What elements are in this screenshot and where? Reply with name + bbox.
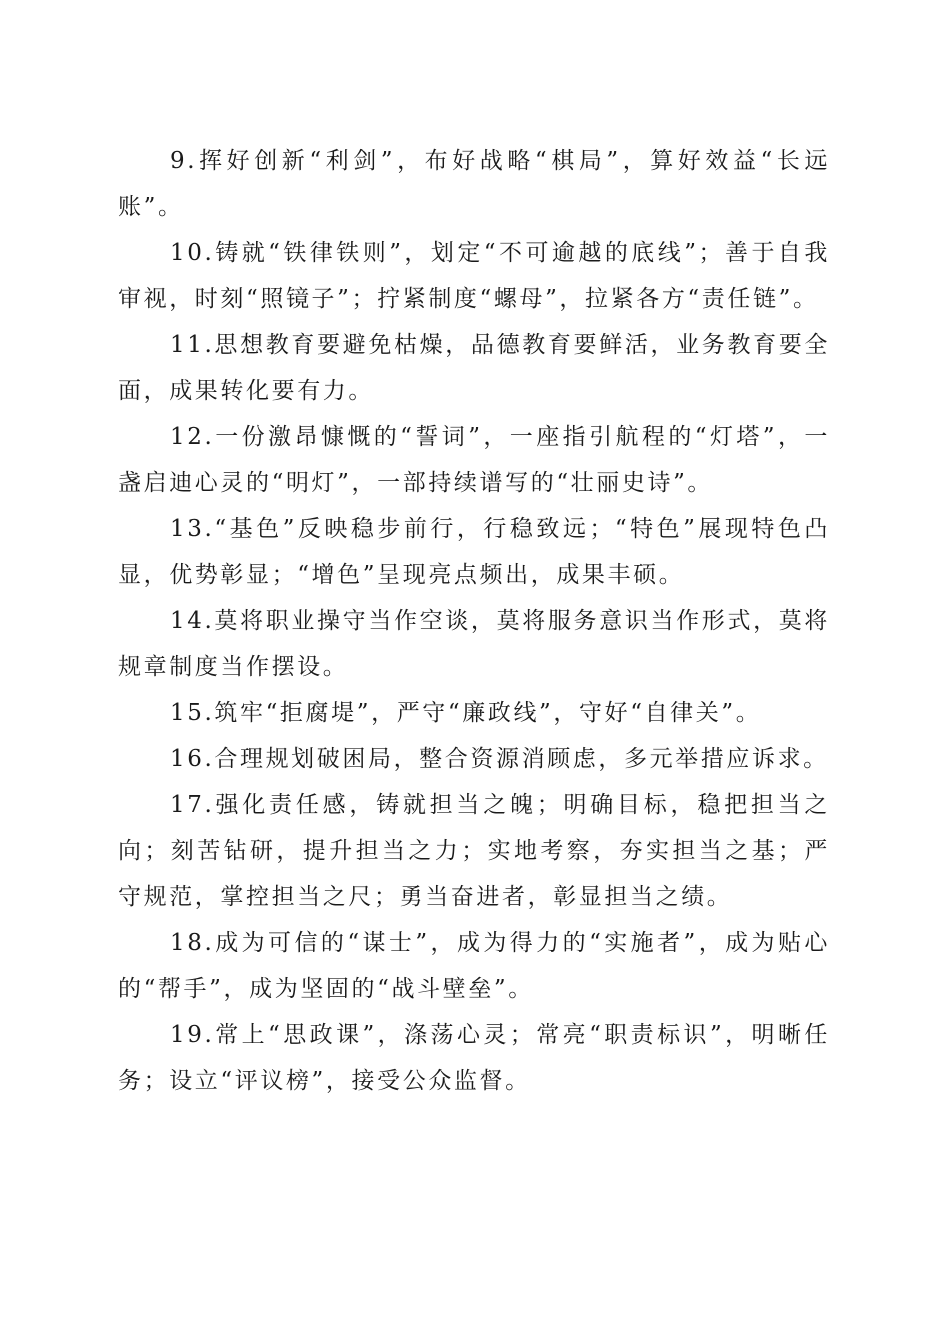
paragraph-item-10: 10.铸就“铁律铁则”，划定“不可逾越的底线”；善于自我审视，时刻“照镜子”；拧紧制度“螺母”，拉紧各方“责任链”。 — [118, 240, 830, 312]
paragraph-item-11: 11.思想教育要避免枯燥，品德教育要鲜活，业务教育要全面，成果转化要有力。 — [118, 332, 830, 404]
paragraph-item-15: 15.筑牢“拒腐堤”，严守“廉政线”，守好“自律关”。 — [170, 700, 762, 726]
paragraph-item-13: 13.“基色”反映稳步前行，行稳致远；“特色”展现特色凸显，优势彰显；“增色”呈现亮点频出，成果丰硕。 — [118, 516, 830, 588]
paragraph-item-17: 17.强化责任感，铸就担当之魄；明确目标，稳把担当之向；刻苦钻研，提升担当之力；实地考察，夯实担当之基；严守规范，掌控担当之尺；勇当奋进者，彰显担当之绩。 — [118, 792, 830, 910]
paragraph-item-19: 19.常上“思政课”，涤荡心灵；常亮“职责标识”，明晰任务；设立“评议榜”，接受公众监督。 — [118, 1022, 830, 1094]
paragraph-item-9: 9.挥好创新“利剑”，布好战略“棋局”，算好效益“长远账”。 — [118, 148, 830, 220]
document-body — [118, 138, 830, 1104]
paragraph-item-16: 16.合理规划破困局，整合资源消顾虑，多元举措应诉求。 — [170, 746, 829, 772]
paragraph-item-14: 14.莫将职业操守当作空谈，莫将服务意识当作形式，莫将规章制度当作摆设。 — [118, 608, 830, 680]
paragraph-item-18: 18.成为可信的“谋士”，成为得力的“实施者”，成为贴心的“帮手”，成为坚固的“战斗壁垒”。 — [118, 930, 830, 1002]
paragraph-item-12: 12.一份激昂慷慨的“誓词”，一座指引航程的“灯塔”，一盏启迪心灵的“明灯”，一部持续谱写的“壮丽史诗”。 — [118, 424, 830, 496]
